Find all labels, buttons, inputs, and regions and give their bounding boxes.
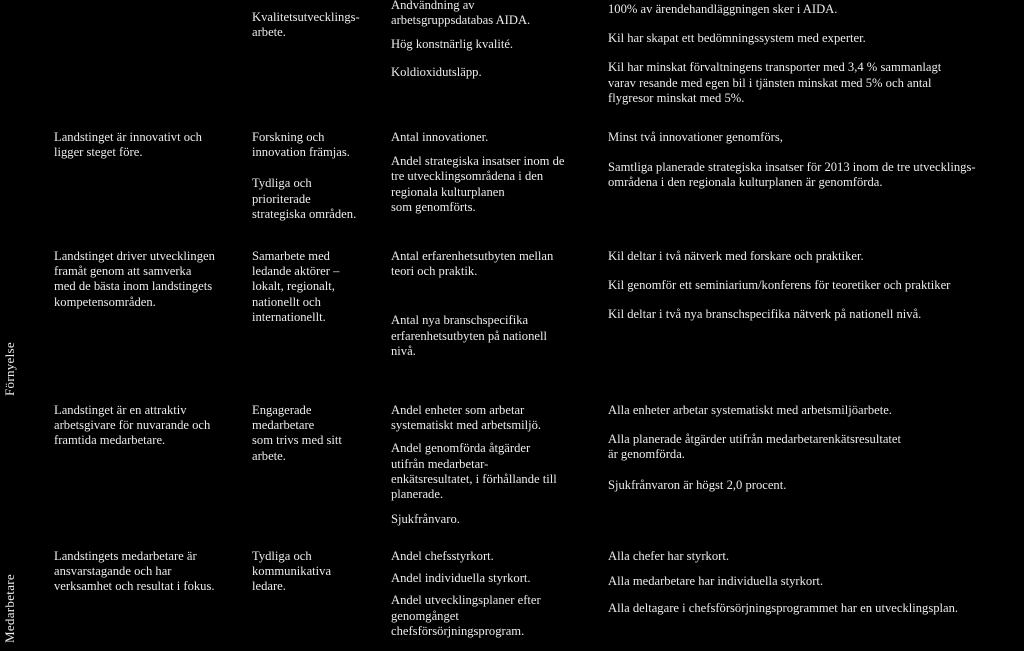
target-text: Kil deltar i två nätverk med forskare och praktiker. (608, 249, 864, 263)
target-cell (608, 249, 950, 323)
measure-cell (391, 403, 557, 527)
goal-cell (54, 549, 215, 595)
measure-text: Andel utvecklingsplaner efter genomgånget chefsförsörjningsprogram. (391, 593, 541, 638)
strategy-text: Engagerade medarbetare som trivs med sitt arbete. (252, 403, 342, 463)
target-cell (608, 130, 976, 191)
target-text: Alla planerade åtgärder utifrån medarbetarenkätsresultatet är genomförda. (608, 432, 902, 462)
strategy-text: Samarbete med ledande aktörer – lokalt, regionalt, nationellt och internationellt. (252, 249, 340, 324)
target-cell (608, 403, 901, 493)
top-measures (391, 0, 530, 80)
measure-text: Andvändning av arbetsgruppsdatabas AIDA. (391, 0, 531, 28)
measure-text: Antal innovationer. (391, 130, 489, 144)
target-text: Sjukfrånvaron är högst 2,0 procent. (608, 477, 787, 492)
strategy-text: Tydliga och prioriterade strategiska områden. (252, 176, 357, 221)
section-label-fornyelse: Förnyelse (2, 342, 17, 396)
top-targets (608, 2, 941, 106)
target-text: Alla deltagare i chefsförsörjningsprogrammet har en utvecklingsplan. (608, 601, 959, 616)
measure-text: Andel strategiska insatser inom de tre utvecklingsområdena i den regionala kulturplanen som genomförts. (391, 154, 565, 214)
measure-cell (391, 130, 564, 215)
goal-text: Landstinget är en attraktiv arbetsgivare för nuvarande och framtida medarbetare. (54, 403, 211, 448)
goal-cell (54, 403, 210, 449)
measure-text: Andel genomförda åtgärder utifrån medarbetar- enkätsresultatet, i förhållande till planerade. (391, 441, 557, 502)
measure-text: Koldioxidutsläpp. (391, 64, 482, 79)
target-text: Alla medarbetare har individuella styrkort. (608, 574, 824, 589)
target-text: Samtliga planerade strategiska insatser för 2013 inom de tre utvecklings- områdena i den regionala kulturplanen är genomförda. (608, 160, 976, 190)
measure-cell (391, 549, 541, 639)
goal-text: Landstingets medarbetare är ansvarstagande och har verksamhet och resultat i fokus. (54, 549, 215, 594)
top-strategy (252, 10, 360, 40)
measure-text: Andel enheter som arbetar systematiskt med arbetsmiljö. (391, 403, 542, 433)
measure-cell (391, 249, 553, 359)
strategy-cell (252, 549, 331, 595)
strategy-text: Forskning och innovation främjas. (252, 130, 350, 160)
measure-text: Antal erfarenhetsutbyten mellan teori och praktik. (391, 249, 554, 279)
target-text: Kil genomför ett seminiarium/konferens för teoretiker och praktiker (608, 278, 951, 293)
target-text: Kil har minskat förvaltningens transporter med 3,4 % sammanlagt varav resande med egen bil i tjänsten minskat med 5% och antal flygresor minskat med 5%. (608, 60, 942, 105)
target-text: Minst två innovationer genomförs, (608, 130, 783, 144)
strategy-text: Kvalitetsutvecklings- arbete. (252, 10, 360, 40)
target-text: Alla enheter arbetar systematiskt med arbetsmiljöarbete. (608, 403, 892, 417)
goal-text: Landstinget är innovativt och ligger steget före. (54, 130, 202, 160)
strategy-text: Tydliga och kommunikativa ledare. (252, 549, 332, 594)
measure-text: Andel individuella styrkort. (391, 571, 531, 586)
goal-text: Landstinget driver utvecklingen framåt genom att samverka med de bästa inom landstingets kompetensområden. (54, 249, 215, 309)
goal-cell (54, 249, 215, 310)
target-text: Kil har skapat ett bedömningssystem med experter. (608, 31, 866, 46)
measure-text: Sjukfrånvaro. (391, 512, 460, 527)
measure-text: Antal nya branschspecifika erfarenhetsutbyten på nationell nivå. (391, 313, 547, 358)
target-text: 100% av ärendehandläggningen sker i AIDA. (608, 2, 838, 16)
strategy-cell (252, 130, 356, 222)
target-text: Alla chefer har styrkort. (608, 549, 729, 563)
goal-cell (54, 130, 202, 160)
measure-text: Andel chefsstyrkort. (391, 549, 494, 563)
section-label-medarbetare: Medarbetare (2, 574, 17, 643)
target-text: Kil deltar i två nya branschspecifika nätverk på nationell nivå. (608, 307, 922, 322)
strategy-cell (252, 249, 339, 325)
measure-text: Hög konstnärlig kvalité. (391, 37, 514, 52)
strategy-cell (252, 403, 342, 464)
target-cell (608, 549, 958, 617)
